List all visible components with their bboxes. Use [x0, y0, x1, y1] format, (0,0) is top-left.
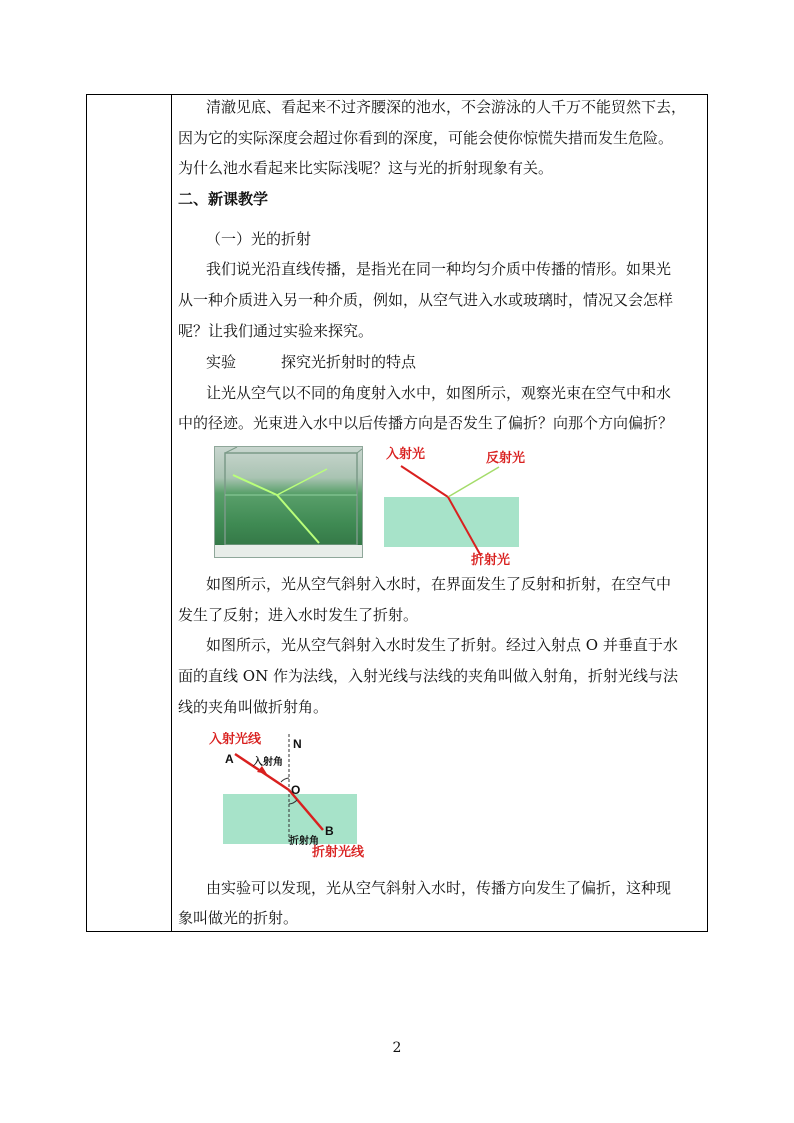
paragraph-line: 为什么池水看起来比实际浅呢？这与光的折射现象有关。: [178, 159, 554, 177]
refraction-angle-label: 折射角: [289, 836, 319, 847]
refracted-ray-label: 折射光线: [312, 844, 365, 859]
paragraph-line: 发生了反射；进入水时发生了折射。: [178, 606, 419, 624]
reflection-refraction-diagram: [381, 440, 526, 568]
point-b-label: B: [325, 824, 334, 838]
paragraph-line: 呢？让我们通过实验来探究。: [178, 322, 374, 340]
paragraph-line: 我们说光沿直线传播，是指光在同一种均匀介质中传播的情形。如果光: [206, 260, 672, 278]
tank-svg: [215, 447, 362, 557]
incident-light-label: 入射光: [386, 446, 426, 461]
incident-ray-label: 入射光线: [209, 732, 262, 746]
experiment-photo: [214, 446, 363, 558]
incidence-arc: [281, 778, 289, 782]
reflected-light-label: 反射光: [486, 450, 526, 465]
incident-ray: [401, 466, 448, 497]
section-heading: 二、新课教学: [178, 190, 269, 208]
normal-label: N: [293, 737, 302, 751]
tank-edge: [225, 447, 237, 453]
paragraph-line: 中的径迹。光束进入水中以后传播方向是否发生了偏折？向那个方向偏折？: [178, 414, 674, 432]
paragraph-line: 因为它的实际深度会超过你看到的深度，可能会使你惊慌失措而发生危险。: [178, 129, 674, 147]
paragraph-line: 面的直线 ON 作为法线，入射光线与法线的夹角叫做入射角，折射光线与法: [178, 667, 678, 685]
laser-refracted: [277, 495, 319, 543]
paragraph-line: 让光从空气以不同的角度射入水中，如图所示，观察光束在空气中和水: [206, 384, 672, 402]
paragraph-line: 清澈见底、看起来不过齐腰深的池水，不会游泳的人千万不能贸然下去，: [206, 98, 687, 116]
paragraph-line: 由实验可以发现，光从空气斜射入水时，传播方向发生了偏折，这种现: [206, 879, 672, 897]
incidence-angle-label: 入射角: [253, 757, 283, 768]
tank-base: [215, 545, 362, 557]
subsection-heading: （一）光的折射: [206, 230, 312, 248]
point-o-label: O: [291, 783, 301, 797]
laser-incident: [233, 475, 277, 495]
experiment-title: 探究光折射时的特点: [281, 353, 417, 371]
paragraph-line: 如图所示，光从空气斜射入水时，在界面发生了反射和折射，在空气中: [206, 575, 672, 593]
tank-edge: [357, 449, 362, 453]
paragraph-line: 从一种介质进入另一种介质，例如，从空气进入水或玻璃时，情况又会怎样: [178, 291, 674, 309]
paragraph-line: 象叫做光的折射。: [178, 909, 299, 927]
tank-outline: [225, 453, 357, 545]
laser-reflected: [277, 469, 327, 495]
experiment-label: 实验: [206, 353, 237, 371]
point-a-label: A: [225, 752, 234, 766]
reflected-ray: [448, 467, 499, 497]
paragraph-line: 线的夹角叫做折射角。: [178, 698, 329, 716]
column-divider: [171, 95, 172, 931]
refracted-light-label: 折射光: [471, 552, 511, 567]
page-number: 2: [392, 1040, 402, 1056]
refraction-angle-diagram: [205, 732, 367, 860]
paragraph-line: 如图所示，光从空气斜射入水时发生了折射。经过入射点 O 并垂直于水: [206, 636, 678, 654]
